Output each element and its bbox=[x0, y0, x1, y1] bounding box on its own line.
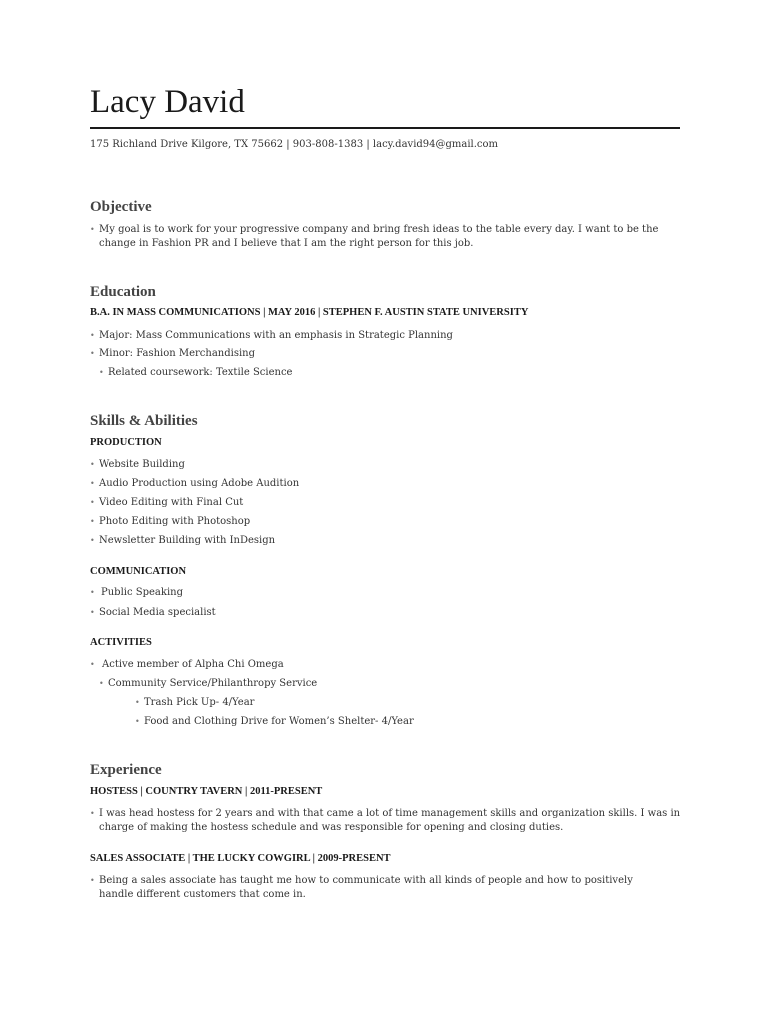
bullet-icon: • bbox=[135, 717, 140, 726]
skills-title: Skills & Abilities bbox=[90, 413, 198, 429]
bullet-icon: • bbox=[90, 349, 95, 358]
bullet-icon: • bbox=[90, 517, 95, 526]
communication-item: Public Speaking bbox=[101, 587, 183, 598]
objective-text: My goal is to work for your progressive company and bring fresh ideas to the table every day. I want to be the change in Fashion PR and I believe that I am the right person for this job. bbox=[99, 224, 659, 249]
bullet-icon: • bbox=[90, 331, 95, 340]
bullet-icon: • bbox=[90, 608, 95, 617]
communication-item: Social Media specialist bbox=[99, 607, 216, 618]
bullet-icon: • bbox=[90, 536, 95, 545]
production-item: Audio Production using Adobe Audition bbox=[99, 478, 300, 489]
minor-text: Minor: Fashion Merchandising bbox=[99, 348, 256, 359]
bullet-icon: • bbox=[90, 876, 95, 885]
resume-name: Lacy David bbox=[90, 84, 245, 120]
job-description: I was head hostess for 2 years and with that came a lot of time management skills and organization skills. I was in charge of making the hostess schedule and was responsible for opening and closing duties. bbox=[99, 808, 681, 833]
activities-member: Active member of Alpha Chi Omega bbox=[102, 659, 284, 670]
production-item: Video Editing with Final Cut bbox=[99, 497, 244, 508]
major-text: Major: Mass Communications with an emphasis in Strategic Planning bbox=[99, 330, 453, 341]
production-item: Photo Editing with Photoshop bbox=[99, 516, 251, 527]
education-title: Education bbox=[90, 284, 156, 300]
bullet-icon: • bbox=[90, 479, 95, 488]
objective-title: Objective bbox=[90, 199, 152, 215]
experience-title: Experience bbox=[90, 762, 162, 778]
bullet-icon: • bbox=[90, 225, 95, 234]
bullet-icon: • bbox=[90, 498, 95, 507]
activities-heading: ACTIVITIES bbox=[90, 637, 152, 648]
bullet-icon: • bbox=[99, 679, 104, 688]
production-heading: PRODUCTION bbox=[90, 437, 162, 448]
job-heading: SALES ASSOCIATE | THE LUCKY COWGIRL | 2009-PRESENT bbox=[90, 853, 391, 864]
activities-service: Community Service/Philanthropy Service bbox=[108, 678, 318, 689]
production-item: Website Building bbox=[99, 459, 185, 470]
bullet-icon: • bbox=[135, 698, 140, 707]
education-degree: B.A. IN MASS COMMUNICATIONS | MAY 2016 | STEPHEN F. AUSTIN STATE UNIVERSITY bbox=[90, 307, 529, 318]
bullet-icon: • bbox=[99, 368, 104, 377]
job-heading: HOSTESS | COUNTRY TAVERN | 2011-PRESENT bbox=[90, 786, 323, 797]
header-divider bbox=[90, 127, 680, 129]
activities-sub-item: Food and Clothing Drive for Women’s Shelter- 4/Year bbox=[144, 716, 414, 727]
communication-heading: COMMUNICATION bbox=[90, 566, 187, 577]
coursework-text: Related coursework: Textile Science bbox=[108, 367, 293, 378]
production-item: Newsletter Building with InDesign bbox=[99, 535, 276, 546]
bullet-icon: • bbox=[90, 809, 95, 818]
bullet-icon: • bbox=[90, 588, 95, 597]
job-description: Being a sales associate has taught me how to communicate with all kinds of people and how to positively handle different customers that come in. bbox=[99, 875, 633, 900]
contact-line: 175 Richland Drive Kilgore, TX 75662 | 903-808-1383 | lacy.david94@gmail.com bbox=[90, 139, 499, 150]
bullet-icon: • bbox=[90, 660, 95, 669]
activities-sub-item: Trash Pick Up- 4/Year bbox=[144, 697, 255, 708]
bullet-icon: • bbox=[90, 460, 95, 469]
